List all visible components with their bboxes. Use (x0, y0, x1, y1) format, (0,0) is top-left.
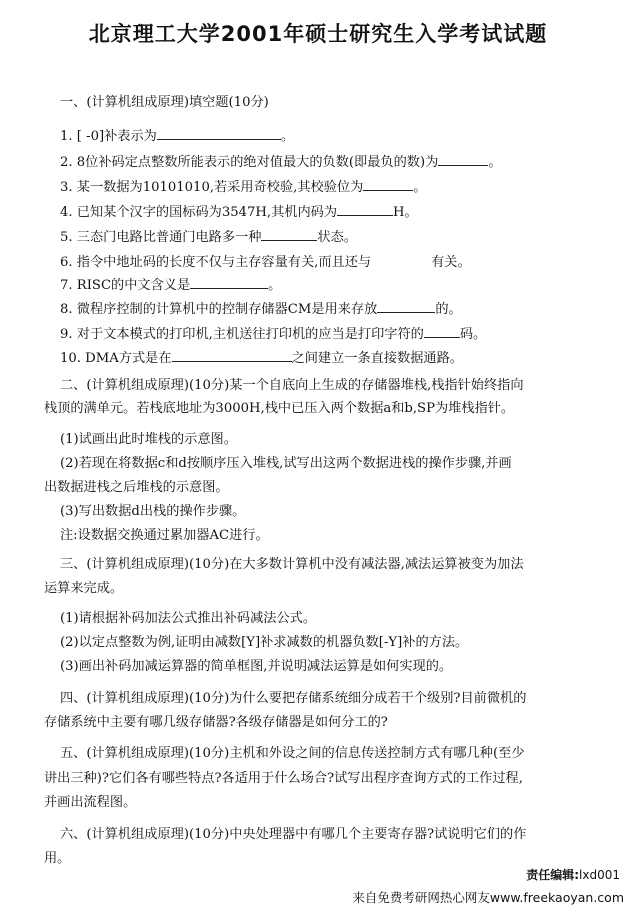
fill-item-4-tail: H。 (393, 205, 418, 220)
section2-sub1: (1)试画出此时堆栈的示意图。 (60, 432, 237, 447)
fill-item-10 (60, 349, 463, 368)
section2-sub2a: (2)若现在将数据c和d按顺序压入堆栈,试写出这两个数据进栈的操作步骤,并画 (60, 456, 512, 471)
section3-sub3: (3)画出补码加减运算器的简单框图,并说明减法运算是如何实现的。 (60, 659, 453, 674)
section4-line2: 存储系统中主要有哪几级存储器?各级存储器是如何分工的? (44, 715, 388, 730)
fill-item-10-tail: 之间建立一条直接数据通路。 (291, 351, 463, 366)
fill-blank-7 (190, 276, 268, 289)
section2-line2: 栈顶的满单元。若栈底地址为3000H,栈中已压入两个数据a和b,SP为堆栈指针。 (44, 401, 515, 416)
fill-item-5-text: 5. 三态门电路比普通门电路多一种 (60, 230, 262, 245)
section6-line1: 六、(计算机组成原理)(10分)中央处理器中有哪几个主要寄存器?试说明它们的作 (60, 827, 527, 842)
fill-item-5-tail: 状态。 (317, 230, 357, 245)
fill-blank-5 (261, 228, 317, 241)
section6-line2: 用。 (44, 851, 71, 866)
section5-line1: 五、(计算机组成原理)(10分)主机和外设之间的信息传送控制方式有哪几种(至少 (60, 746, 525, 761)
fill-blank-4 (337, 203, 393, 216)
fill-blank-10 (172, 349, 292, 362)
fill-item-6 (60, 253, 471, 272)
fill-item-9-text: 9. 对于文本模式的打印机,主机送往打印机的应当是打印字符的 (60, 327, 424, 342)
fill-item-6-text: 6. 指令中地址码的长度不仅与主存容量有关,而且还与 (60, 255, 372, 270)
fill-item-3 (60, 178, 426, 197)
fill-blank-6 (371, 253, 431, 266)
editor-credit (526, 866, 620, 883)
section2-sub3: (3)写出数据d出栈的操作步骤。 (60, 504, 246, 519)
fill-item-6-tail: 有关。 (431, 255, 471, 270)
fill-item-4 (60, 203, 418, 222)
source-credit: 来自免费考研网热心网友www.freekaoyan.com (352, 890, 624, 905)
fill-blank-9 (424, 325, 460, 338)
section1-heading: 一、(计算机组成原理)填空题(10分) (60, 95, 269, 110)
fill-item-2 (60, 153, 502, 172)
fill-item-7-tail: 。 (268, 278, 282, 293)
section3-line1: 三、(计算机组成原理)(10分)在大多数计算机中没有减法器,减法运算被变为加法 (60, 557, 524, 572)
fill-item-8-text: 8. 微程序控制的计算机中的控制存储器CM是用来存放 (60, 302, 378, 317)
section3-sub1: (1)请根据补码加法公式推出补码减法公式。 (60, 611, 317, 626)
fill-item-1-text: 1. [ -0]补表示为 (60, 129, 157, 144)
fill-item-1 (60, 127, 294, 146)
editor-name: lxd001 (579, 868, 620, 882)
fill-item-7-text: 7. RISC的中文含义是 (60, 278, 191, 293)
page-title: 北京理工大学2001年硕士研究生入学考试试题 (88, 22, 548, 46)
fill-item-1-tail: 。 (280, 129, 295, 144)
fill-item-4-text: 4. 已知某个汉字的国标码为3547H,其机内码为 (60, 205, 338, 220)
fill-blank-3 (363, 178, 413, 191)
section2-note: 注:设数据交换通过累加器AC进行。 (60, 528, 269, 543)
fill-item-9-tail: 码。 (459, 327, 487, 342)
section2-sub2b: 出数据进栈之后堆栈的示意图。 (44, 480, 229, 495)
section3-line2: 运算来完成。 (44, 581, 124, 596)
section3-sub2: (2)以定点整数为例,证明由减数[Y]补求减数的机器负数[-Y]补的方法。 (60, 635, 469, 650)
fill-item-3-text: 3. 某一数据为10101010,若采用奇校验,其校验位为 (60, 180, 364, 195)
section5-line2: 讲出三种)?它们各有哪些特点?各适用于什么场合?试写出程序查询方式的工作过程, (44, 771, 523, 786)
fill-item-5 (60, 228, 357, 247)
fill-item-8 (60, 300, 462, 319)
section4-line1: 四、(计算机组成原理)(10分)为什么要把存储系统细分成若干个级别?目前微机的 (60, 691, 527, 706)
fill-item-10-text: 10. DMA方式是在 (60, 351, 172, 366)
fill-item-9 (60, 325, 486, 344)
fill-item-7 (60, 276, 281, 295)
fill-item-8-tail: 的。 (435, 302, 462, 317)
fill-blank-1 (157, 127, 281, 140)
fill-item-2-tail: 。 (488, 155, 502, 170)
section5-line3: 并画出流程图。 (44, 795, 137, 810)
editor-label: 责任编辑: (526, 868, 580, 882)
fill-blank-8 (377, 300, 435, 313)
fill-blank-2 (438, 153, 488, 166)
section2-line1: 二、(计算机组成原理)(10分)某一个自底向上生成的存储器堆栈,栈指针始终指向 (60, 378, 524, 393)
fill-item-2-text: 2. 8位补码定点整数所能表示的绝对值最大的负数(即最负的数)为 (60, 155, 439, 170)
fill-item-3-tail: 。 (413, 180, 427, 195)
